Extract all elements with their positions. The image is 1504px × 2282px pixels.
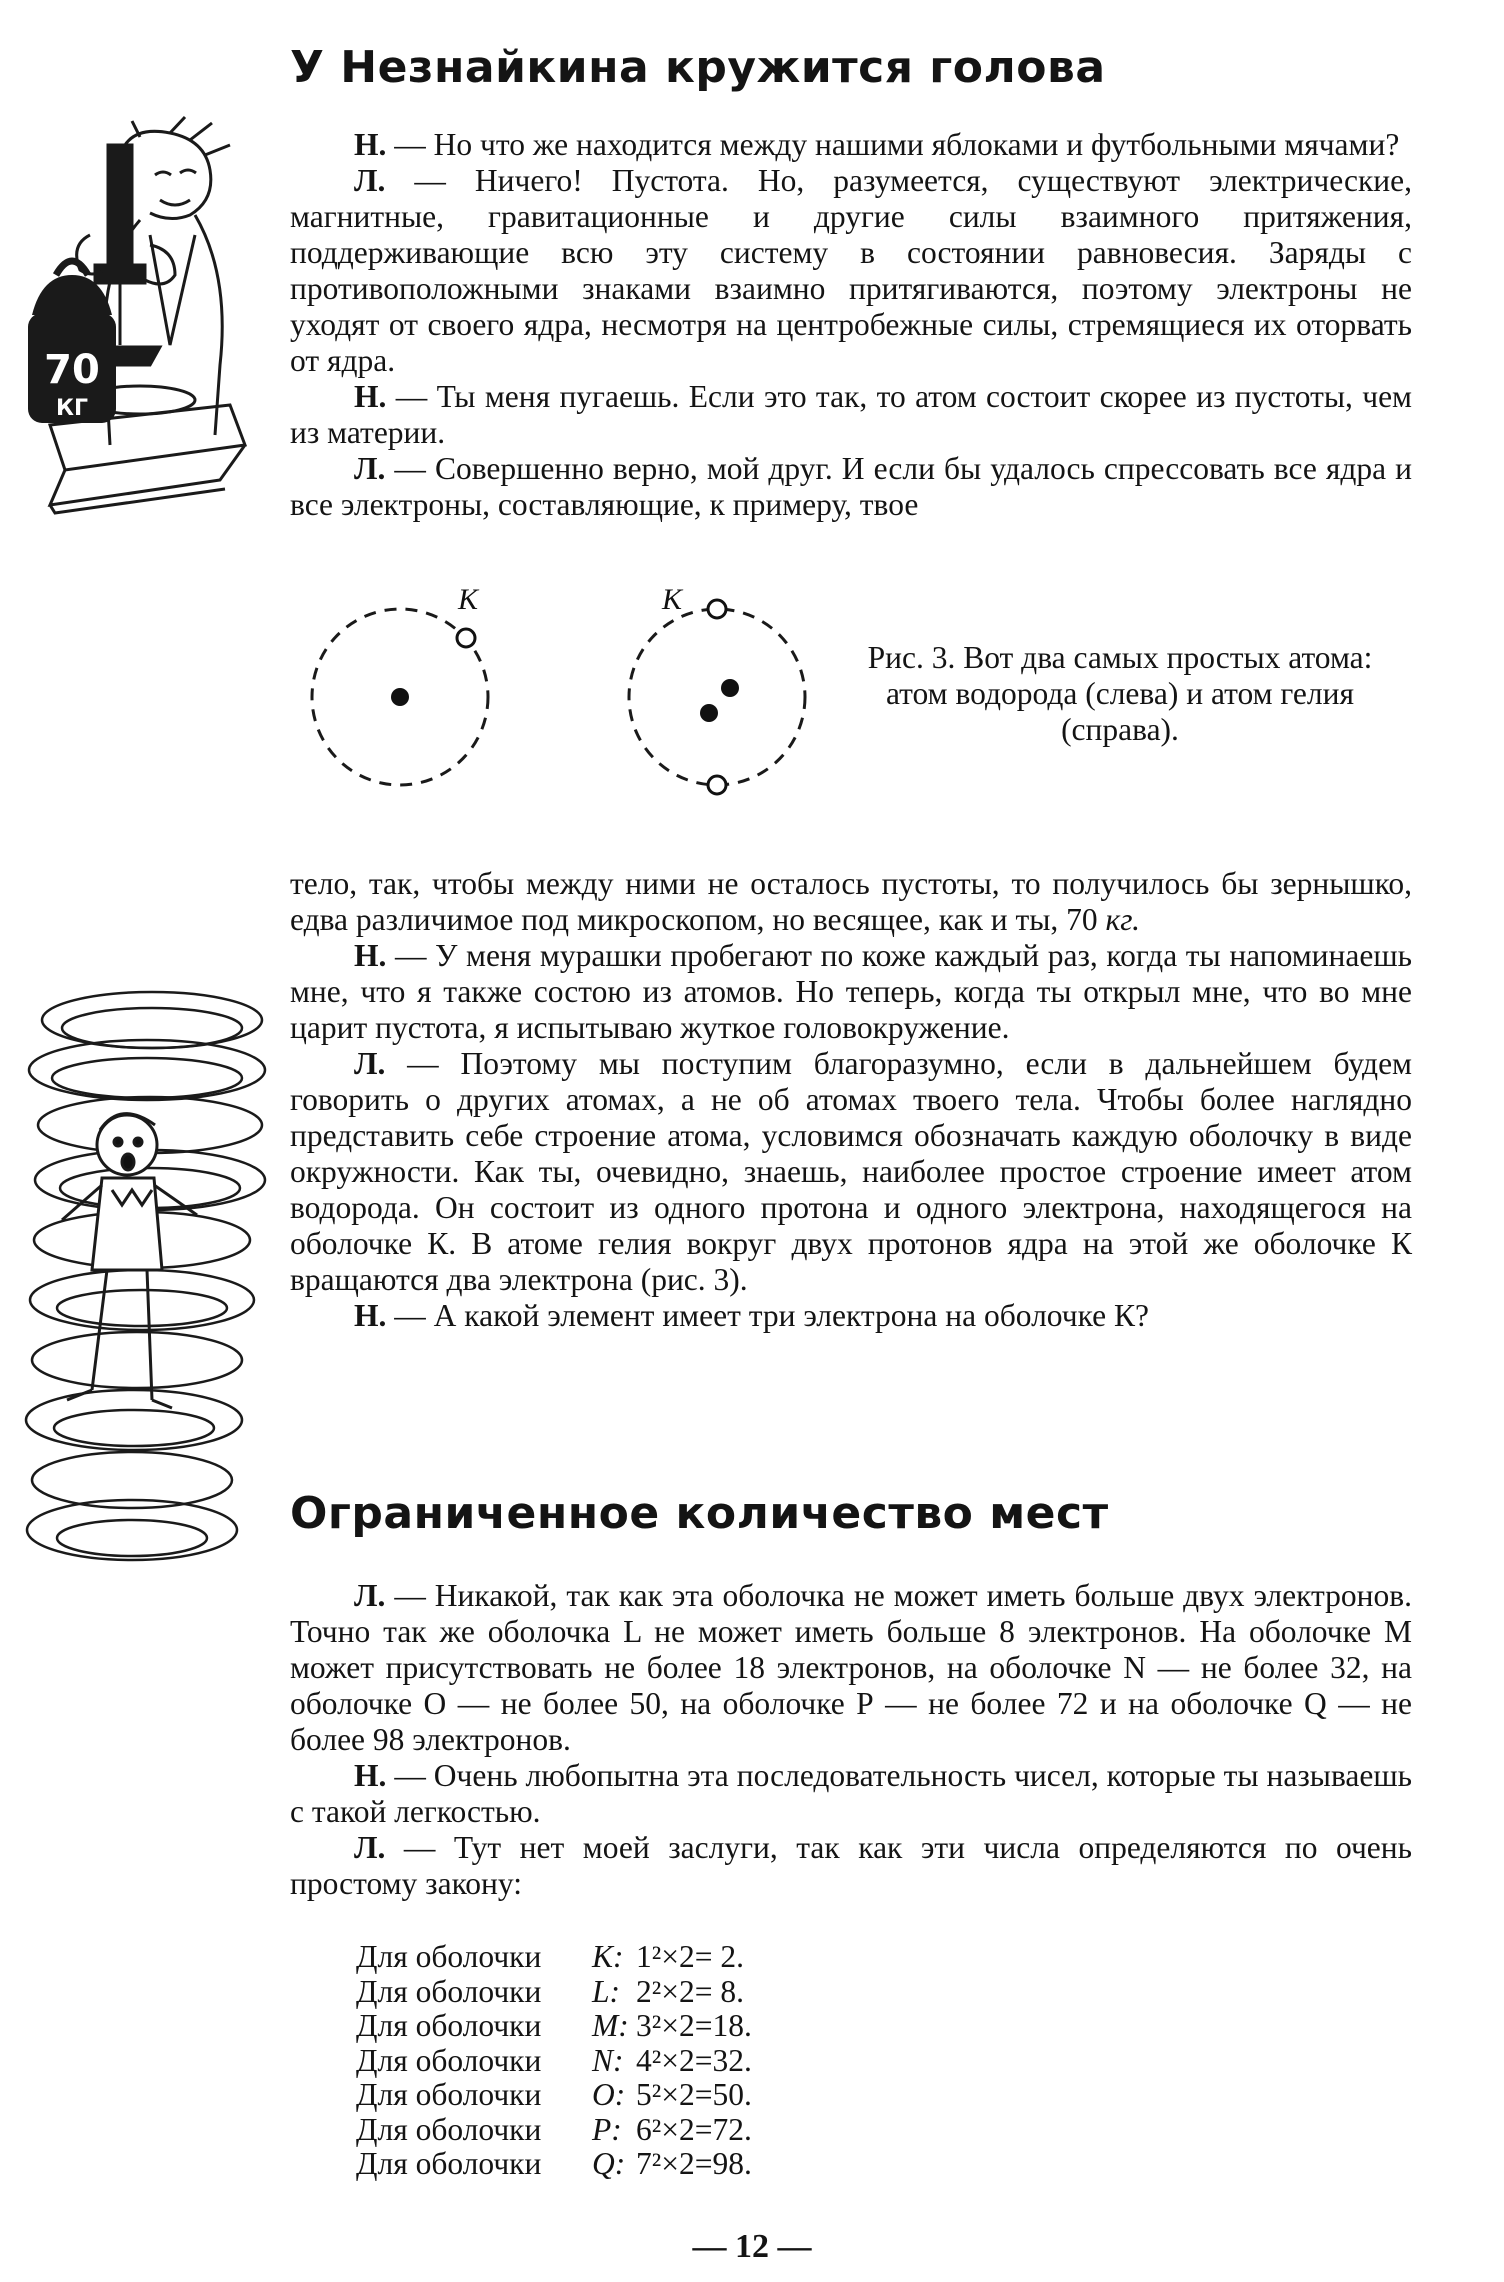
formula-shell: L: bbox=[592, 1973, 621, 2009]
formula-shell: K: bbox=[592, 1939, 624, 1974]
electron bbox=[708, 600, 726, 618]
k-shell-orbit bbox=[629, 609, 805, 785]
formula-label: Для оболочки bbox=[356, 2042, 542, 2078]
paragraph bbox=[290, 1046, 1412, 1298]
electron bbox=[457, 629, 475, 647]
weight-label: 70 bbox=[44, 347, 100, 393]
dialogue-block-3 bbox=[290, 1578, 1412, 1902]
formula-row bbox=[356, 1940, 916, 1975]
section-title: Ограниченное количество мест bbox=[290, 1488, 1109, 1539]
paragraph-text: — Но что же находится между нашими яблоками и футбольными мячами? bbox=[386, 127, 1400, 162]
paragraph bbox=[290, 1298, 1412, 1334]
paragraph bbox=[290, 379, 1412, 451]
paragraph bbox=[290, 1578, 1412, 1758]
speaker: Н. bbox=[354, 379, 387, 414]
formula-row bbox=[356, 2009, 916, 2044]
shell-label: К bbox=[662, 585, 682, 616]
formula-shell: O: bbox=[592, 2077, 626, 2112]
hydrogen-atom bbox=[312, 585, 488, 785]
weight-unit-label: КГ bbox=[55, 396, 89, 421]
paragraph-text: — Поэтому мы поступим благоразумно, если в дальнейшем будем говорить о других атомах, а не об атомах твоего тела. Чтобы более наглядно представить себе строение атома, условимся обозначать каждую оболочку в виде окружности. Как ты, очевидно, знаешь, наиболее простое строение имеет атом водорода. Он состоит из одного протона и одного электрона, находящегося на оболочке К. В атоме гелия вокруг двух протонов ядра на этой же оболочке К вращаются два электрона (рис. 3). bbox=[290, 1046, 1412, 1297]
formula-label: Для оболочки bbox=[356, 1939, 542, 1974]
paragraph bbox=[290, 938, 1412, 1046]
formula-shell: Q: bbox=[592, 2146, 626, 2181]
paragraph bbox=[290, 163, 1412, 379]
formula-label: Для оболочки bbox=[356, 2008, 542, 2043]
paragraph-text: — Совершенно верно, мой друг. И если бы удалось спрессовать все ядра и все электроны, составляющие, к примеру, твое bbox=[290, 451, 1412, 522]
nucleus-proton bbox=[721, 679, 739, 697]
formula-row bbox=[356, 2147, 916, 2182]
speaker: Н. bbox=[354, 938, 387, 973]
scientist-microscope-illustration bbox=[20, 115, 260, 535]
speaker: Л. bbox=[354, 163, 386, 198]
formula-label: Для оболочки bbox=[356, 2111, 542, 2147]
formula-expression: 5²×2=50. bbox=[636, 2077, 752, 2112]
paragraph-text: — Ничего! Пустота. Но, разумеется, существуют электрические, магнитные, гравитационные и другие силы взаимного притяжения, поддерживающие всю эту систему в состоянии равновесия. Заряды с противоположными знаками взаимно притягиваются, поэтому электроны не уходят от своего ядра, несмотря на центробежные силы, стремящиеся их оторвать от ядра. bbox=[290, 163, 1412, 378]
speaker: Л. bbox=[354, 1046, 386, 1081]
speaker: Н. bbox=[354, 127, 387, 162]
formula-expression: 7²×2=98. bbox=[636, 2146, 752, 2181]
shell-capacity-formulas bbox=[356, 1940, 916, 2182]
formula-row bbox=[356, 2113, 916, 2148]
electron bbox=[708, 776, 726, 794]
paragraph bbox=[290, 127, 1412, 163]
paragraph-text: — Тут нет моей заслуги, так как эти числа определяются по очень простому закону: bbox=[290, 1830, 1412, 1901]
page-number: — 12 — bbox=[692, 2228, 812, 2265]
speaker: Л. bbox=[354, 451, 386, 486]
whirlwind-illustration bbox=[22, 970, 282, 1590]
paragraph bbox=[290, 1758, 1412, 1830]
dialogue-block-2 bbox=[290, 866, 1412, 1334]
formula-row bbox=[356, 1975, 916, 2010]
section-title: У Незнайкина кружится голова bbox=[290, 42, 1106, 93]
formula-row bbox=[356, 2078, 916, 2113]
paragraph bbox=[290, 451, 1412, 523]
formula-expression: 1²×2= 2. bbox=[636, 1939, 744, 1974]
continuation-paragraph bbox=[290, 866, 1412, 938]
paragraph bbox=[290, 1830, 1412, 1902]
figure-caption: Рис. 3. Вот два самых простых атома: атом водорода (слева) и атом гелия (справа). bbox=[867, 640, 1373, 747]
speaker: Л. bbox=[354, 1830, 386, 1865]
unit-kg: кг. bbox=[1105, 902, 1141, 937]
formula-label: Для оболочки bbox=[356, 2077, 542, 2112]
formula-label: Для оболочки bbox=[356, 1973, 542, 2009]
paragraph-text: — Очень любопытна эта последовательность чисел, которые ты называешь с такой легкостью. bbox=[290, 1758, 1412, 1829]
formula-shell: N: bbox=[592, 2042, 624, 2078]
nucleus-proton bbox=[391, 688, 409, 706]
paragraph-text: тело, так, чтобы между ними не осталось пустоты, то получилось бы зернышко, едва различимое под микроскопом, но весящее, как и ты, 70 bbox=[290, 866, 1412, 937]
speaker: Л. bbox=[354, 1578, 386, 1613]
paragraph-text: — Никакой, так как эта оболочка не может иметь больше двух электронов. Точно так же оболочка L не может иметь больше 8 электронов. На оболочке М может присутствовать не более 18 электронов, на оболочке N — не более 32, на оболочке О — не более 50, на оболочке Р — не более 72 и на оболочке Q — не более 98 электронов. bbox=[290, 1578, 1412, 1757]
paragraph-text: — У меня мурашки пробегают по коже каждый раз, когда ты напоминаешь мне, что я также состою из атомов. Но теперь, когда ты открыл мне, что во мне царит пустота, я испытываю жуткое головокружение. bbox=[290, 938, 1412, 1045]
dialogue-block-1 bbox=[290, 127, 1412, 523]
atom-diagram bbox=[300, 585, 820, 810]
formula-shell: M: bbox=[592, 2008, 629, 2043]
helium-atom bbox=[629, 585, 805, 794]
speaker: Н. bbox=[354, 1758, 387, 1793]
speaker: Н. bbox=[354, 1298, 387, 1333]
nucleus-proton bbox=[700, 704, 718, 722]
formula-expression: 6²×2=72. bbox=[636, 2111, 752, 2147]
formula-row bbox=[356, 2044, 916, 2079]
shell-label: К bbox=[458, 585, 478, 616]
formula-expression: 2²×2= 8. bbox=[636, 1973, 744, 2009]
formula-expression: 3²×2=18. bbox=[636, 2008, 752, 2043]
paragraph-text: — Ты меня пугаешь. Если это так, то атом состоит скорее из пустоты, чем из материи. bbox=[290, 379, 1412, 450]
paragraph-text: — А какой элемент имеет три электрона на оболочке К? bbox=[386, 1298, 1149, 1333]
formula-expression: 4²×2=32. bbox=[636, 2042, 752, 2078]
formula-shell: P: bbox=[592, 2111, 622, 2147]
formula-label: Для оболочки bbox=[356, 2146, 542, 2181]
